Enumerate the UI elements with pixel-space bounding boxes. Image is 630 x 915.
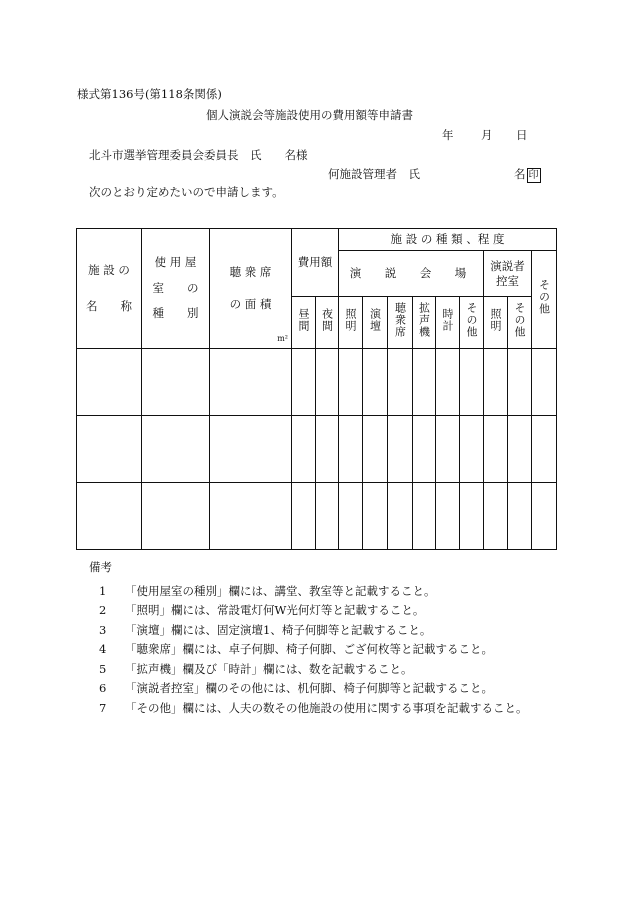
header-speaker-lighting: 照明 [484, 297, 508, 349]
cell-venue-lighting[interactable] [339, 416, 363, 483]
applicant-label: 何施設管理者 氏 [328, 167, 420, 181]
cell-venue-speaker[interactable] [413, 483, 436, 550]
header-venue-speaker: 拡声機 [413, 297, 436, 349]
cell-room-type[interactable] [142, 483, 210, 550]
cell-venue-podium[interactable] [363, 483, 388, 550]
cell-audience-area[interactable] [210, 416, 292, 483]
header-speaker-room: 演説者控室 [484, 251, 532, 297]
cell-speaker-lighting[interactable] [484, 483, 508, 550]
remark-item: 5 「拡声機」欄及び「時計」欄には、数を記載すること。 [99, 661, 413, 676]
cell-facility-name[interactable] [77, 349, 142, 416]
cell-venue-clock[interactable] [436, 483, 460, 550]
remark-item: 4 「聴衆席」欄には、卓子何脚、椅子何脚、ござ何枚等と記載すること。 [99, 642, 493, 657]
applicant-name [514, 168, 541, 183]
application-table [76, 228, 557, 550]
date-year: 年 [442, 128, 454, 142]
header-venue-podium: 演壇 [363, 297, 388, 349]
cell-other[interactable] [532, 483, 557, 550]
table-row [77, 349, 557, 416]
cell-venue-other[interactable] [460, 349, 484, 416]
cell-night[interactable] [316, 416, 339, 483]
remarks-title: 備考 [89, 560, 112, 574]
cell-other[interactable] [532, 416, 557, 483]
addressee: 北斗市選挙管理委員会委員長 氏 名様 [89, 148, 308, 162]
header-venue-lighting: 照明 [339, 297, 363, 349]
document-title: 個人演説会等施設使用の費用額等申請書 [206, 108, 413, 122]
cell-venue-podium[interactable] [363, 349, 388, 416]
header-room-type: 使 用 屋 室 の 種 別 [142, 229, 210, 349]
area-unit: m² [277, 333, 288, 343]
header-cost: 費用額 [292, 229, 339, 297]
cell-room-type[interactable] [142, 349, 210, 416]
cell-venue-clock[interactable] [436, 349, 460, 416]
cell-speaker-other[interactable] [508, 349, 532, 416]
remark-item: 1 「使用屋室の種別」欄には、講堂、教室等と記載すること。 [99, 583, 436, 598]
cell-venue-audience[interactable] [388, 349, 413, 416]
cell-venue-lighting[interactable] [339, 483, 363, 550]
remark-item: 3 「演壇」欄には、固定演壇1、椅子何脚等と記載すること。 [99, 622, 432, 637]
remark-item: 7 「その他」欄には、人夫の数その他施設の使用に関する事項を記載すること。 [99, 700, 528, 715]
cell-day[interactable] [292, 483, 316, 550]
seal-mark: 印 [528, 170, 539, 181]
header-venue: 演 説 会 場 [339, 251, 484, 297]
cell-other[interactable] [532, 349, 557, 416]
header-venue-audience: 聴衆席 [388, 297, 413, 349]
cell-venue-audience[interactable] [388, 416, 413, 483]
cell-speaker-other[interactable] [508, 416, 532, 483]
cell-facility-name[interactable] [77, 483, 142, 550]
header-facility-name: 施 設 の 名 称 [77, 229, 142, 349]
remark-item: 6 「演説者控室」欄のその他には、机何脚、椅子何脚等と記載すること。 [99, 681, 493, 696]
header-day: 昼間 [292, 297, 316, 349]
header-night: 夜間 [316, 297, 339, 349]
date-month: 月 [481, 128, 493, 142]
cell-audience-area[interactable] [210, 349, 292, 416]
cell-speaker-lighting[interactable] [484, 349, 508, 416]
cell-night[interactable] [316, 483, 339, 550]
remark-item: 2 「照明」欄には、常設電灯何W光何灯等と記載すること。 [99, 603, 425, 618]
cell-venue-clock[interactable] [436, 416, 460, 483]
cell-venue-podium[interactable] [363, 416, 388, 483]
header-venue-other: その他 [460, 297, 484, 349]
cell-venue-other[interactable] [460, 483, 484, 550]
date-day: 日 [516, 128, 528, 142]
header-audience-area: 聴 衆 席 の 面 積 m² [210, 229, 292, 349]
cell-venue-lighting[interactable] [339, 349, 363, 416]
cell-night[interactable] [316, 349, 339, 416]
header-facility-kind: 施 設 の 種 類 、程 度 [339, 229, 557, 251]
cell-venue-other[interactable] [460, 416, 484, 483]
cell-room-type[interactable] [142, 416, 210, 483]
cell-venue-speaker[interactable] [413, 349, 436, 416]
header-other: その他 [532, 251, 557, 349]
table-row [77, 416, 557, 483]
cell-venue-audience[interactable] [388, 483, 413, 550]
cell-day[interactable] [292, 349, 316, 416]
cell-venue-speaker[interactable] [413, 416, 436, 483]
cell-speaker-lighting[interactable] [484, 416, 508, 483]
remarks-section [89, 559, 528, 718]
header-speaker-other: その他 [508, 297, 532, 349]
intro-text: 次のとおり定めたいので申請します。 [89, 185, 284, 199]
cell-audience-area[interactable] [210, 483, 292, 550]
name-suffix: 名 [514, 167, 526, 181]
cell-speaker-other[interactable] [508, 483, 532, 550]
table-row [77, 483, 557, 550]
header-venue-clock: 時計 [436, 297, 460, 349]
cell-day[interactable] [292, 416, 316, 483]
cell-facility-name[interactable] [77, 416, 142, 483]
form-number: 様式第136号(第118条関係) [77, 87, 222, 101]
